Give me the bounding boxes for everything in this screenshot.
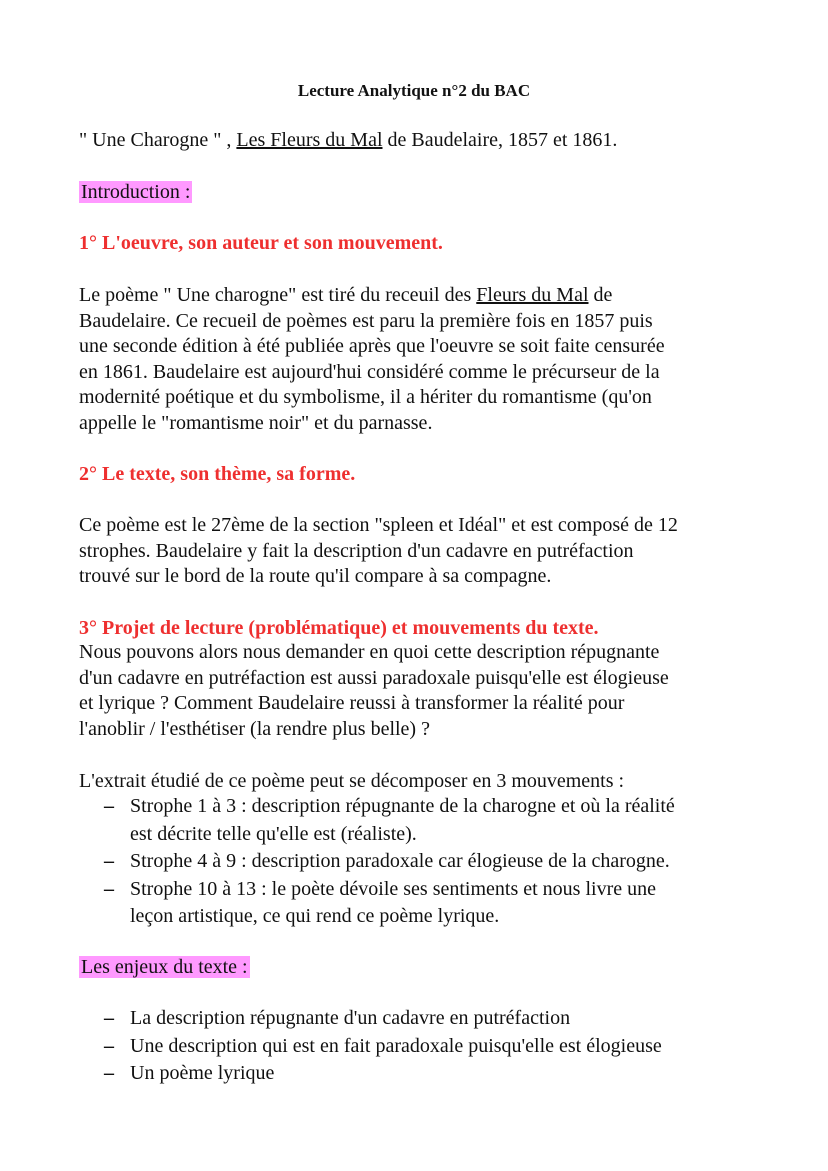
dash-bullet: – bbox=[104, 850, 114, 873]
reference-rest: de Baudelaire, 1857 et 1861. bbox=[382, 129, 618, 151]
document-title: Lecture Analytique n°2 du BAC bbox=[297, 81, 531, 100]
list-item-text: Strophe 1 à 3 : description répugnante de la charogne et où la réalité bbox=[130, 795, 675, 817]
paragraph-line: modernité poétique et du symbolisme, il a hériter du romantisme (qu'on bbox=[79, 386, 652, 409]
collection-title: Fleurs du Mal bbox=[476, 284, 589, 306]
paragraph-line: une seconde édition à été publiée après que l'oeuvre se soit faite censurée bbox=[79, 335, 665, 358]
section3-paragraph bbox=[79, 640, 669, 742]
dash-bullet: – bbox=[104, 877, 114, 900]
paragraph-line: d'un cadavre en putréfaction est aussi paradoxale puisqu'elle est élogieuse bbox=[79, 666, 669, 689]
section1-paragraph bbox=[79, 283, 665, 437]
stakes-heading bbox=[79, 954, 250, 980]
poem-title: " Une Charogne " , bbox=[79, 129, 237, 151]
introduction-heading bbox=[79, 179, 192, 205]
paragraph-line: trouvé sur le bord de la route qu'il compare à sa compagne. bbox=[79, 565, 552, 588]
paragraph-line: l'anoblir / l'esthétiser (la rendre plus belle) ? bbox=[79, 717, 430, 740]
paragraph-line bbox=[79, 283, 665, 309]
dash-bullet: – bbox=[104, 795, 114, 817]
list-item bbox=[104, 793, 675, 848]
section1-heading: 1° L'oeuvre, son auteur et son mouvement. bbox=[79, 232, 443, 254]
paragraph-line: en 1861. Baudelaire est aujourd'hui considéré comme le précurseur de la bbox=[79, 360, 660, 383]
list-item-text: Strophe 10 à 13 : le poète dévoile ses sentiments et nous livre une bbox=[130, 877, 656, 900]
paragraph-line: strophes. Baudelaire y fait la description d'un cadavre en putréfaction bbox=[79, 539, 634, 562]
section2-paragraph bbox=[79, 513, 678, 590]
collection-title: Les Fleurs du Mal bbox=[236, 129, 383, 151]
section3-heading: 3° Projet de lecture (problématique) et mouvements du texte. bbox=[79, 617, 599, 639]
paragraph-line: et lyrique ? Comment Baudelaire reussi à transformer la réalité pour bbox=[79, 692, 625, 715]
stakes-list bbox=[104, 1005, 662, 1088]
movements-list bbox=[104, 793, 675, 931]
list-item-text: leçon artistique, ce qui rend ce poème lyrique. bbox=[130, 905, 500, 928]
paragraph-line: Nous pouvons alors nous demander en quoi cette description répugnante bbox=[79, 641, 660, 663]
list-item-text: Un poème lyrique bbox=[130, 1062, 275, 1085]
list-item bbox=[104, 876, 675, 931]
list-item bbox=[104, 1033, 662, 1061]
paragraph-line: Baudelaire. Ce recueil de poèmes est paru la première fois en 1857 puis bbox=[79, 309, 653, 332]
list-item-text: Une description qui est en fait paradoxale puisqu'elle est élogieuse bbox=[130, 1034, 662, 1057]
list-item-text: La description répugnante d'un cadavre en putréfaction bbox=[130, 1007, 571, 1029]
text-run: de bbox=[588, 284, 613, 306]
list-item bbox=[104, 1005, 662, 1033]
list-item bbox=[104, 848, 675, 876]
list-item-text: est décrite telle qu'elle est (réaliste). bbox=[130, 822, 417, 845]
paragraph-line: Ce poème est le 27ème de la section "spleen et Idéal" et est composé de 12 bbox=[79, 514, 678, 536]
dash-bullet: – bbox=[104, 1062, 114, 1085]
text-run: Le poème " Une charogne" est tiré du receuil des bbox=[79, 284, 477, 306]
paragraph-line: appelle le "romantisme noir" et du parnasse. bbox=[79, 411, 433, 434]
section2-heading: 2° Le texte, son thème, sa forme. bbox=[79, 463, 356, 485]
movements-intro: L'extrait étudié de ce poème peut se décomposer en 3 mouvements : bbox=[79, 770, 625, 792]
reference-line bbox=[79, 127, 617, 153]
list-item-text: Strophe 4 à 9 : description paradoxale car élogieuse de la charogne. bbox=[130, 850, 670, 873]
stakes-label: Les enjeux du texte : bbox=[81, 956, 248, 978]
list-item bbox=[104, 1060, 662, 1088]
dash-bullet: – bbox=[104, 1007, 114, 1029]
dash-bullet: – bbox=[104, 1034, 114, 1057]
introduction-label: Introduction : bbox=[81, 181, 191, 203]
